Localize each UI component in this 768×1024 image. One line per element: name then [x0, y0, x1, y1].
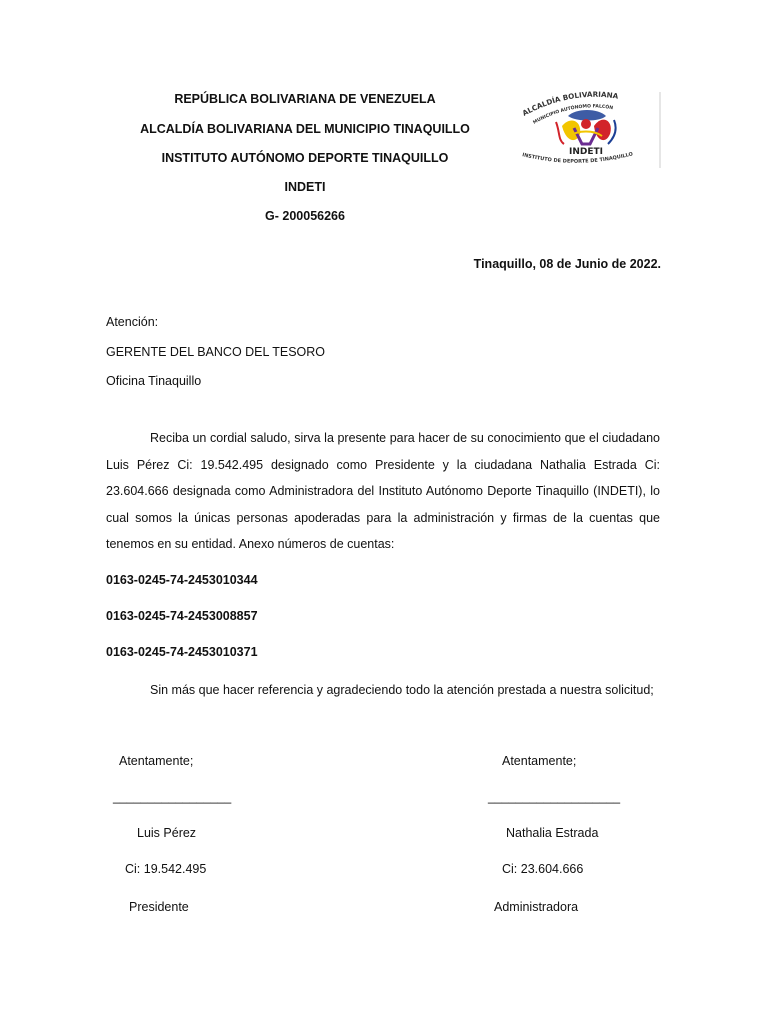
body-paragraph-text: Reciba un cordial saludo, sirva la presente para hacer de su conocimiento que el ciudadano Luis Pérez Ci: 19.542.495 designado como Presidente y la ciudadana Nathalia Estrada Ci: 23.604.666 designada como Administradora del Instituto Autónomo Deporte Tinaquillo (INDETI), lo cual somos la únicas personas apoderadas para la administración y firmas de la cuentas que tenemos en su entidad. Anexo números de cuentas:: [106, 431, 660, 551]
header-line-2: ALCALDÍA BOLIVARIANA DEL MUNICIPIO TINAQUILLO: [140, 122, 470, 136]
logo-name: INDETI: [569, 147, 603, 157]
closing-sentence: Sin más que hacer referencia y agradeciendo todo la atención prestada a nuestra solicitud;: [150, 683, 654, 697]
header-line-3: INSTITUTO AUTÓNOMO DEPORTE TINAQUILLO: [161, 151, 449, 165]
logo-bottom-text: INSTITUTO DE DEPORTE DE TINAQUILLO: [521, 151, 634, 165]
body-paragraph: [106, 425, 660, 558]
account-number: 0163-0245-74-2453010371: [106, 645, 258, 659]
svg-text:ALCALDÍA BOLIVARIANA: [521, 90, 620, 118]
header-line-5: G- 200056266: [265, 209, 345, 223]
account-number: 0163-0245-74-2453010344: [106, 573, 258, 587]
document-date: Tinaquillo, 08 de Junio de 2022.: [473, 257, 661, 271]
signatory-name: Luis Pérez: [137, 826, 197, 840]
signatory-ci: Ci: 19.542.495: [125, 862, 207, 876]
signatory-role: Presidente: [129, 900, 189, 914]
signatory-name: Nathalia Estrada: [506, 826, 599, 840]
indeti-logo: [510, 86, 662, 172]
header-line-4: INDETI: [284, 180, 326, 194]
signature-salutation: Atentamente;: [119, 754, 194, 768]
attention-label: Atención:: [106, 315, 159, 329]
signatory-role: Administradora: [494, 900, 579, 914]
header-line-1: REPÚBLICA BOLIVARIANA DE VENEZUELA: [174, 92, 436, 106]
signatory-ci: Ci: 23.604.666: [502, 862, 584, 876]
recipient-title: GERENTE DEL BANCO DEL TESORO: [106, 345, 326, 359]
logo-top-text: ALCALDÍA BOLIVARIANA: [520, 89, 619, 118]
signature-salutation: Atentamente;: [502, 754, 577, 768]
logo-sub-text: MUNICIPIO AUTÓNOMO FALCÓN: [532, 104, 614, 126]
recipient-office: Oficina Tinaquillo: [106, 374, 202, 388]
signature-line: ___________________: [488, 790, 621, 804]
account-number: 0163-0245-74-2453008857: [106, 609, 258, 623]
logo-emblem: [556, 110, 616, 144]
signature-line: _________________: [113, 790, 232, 804]
